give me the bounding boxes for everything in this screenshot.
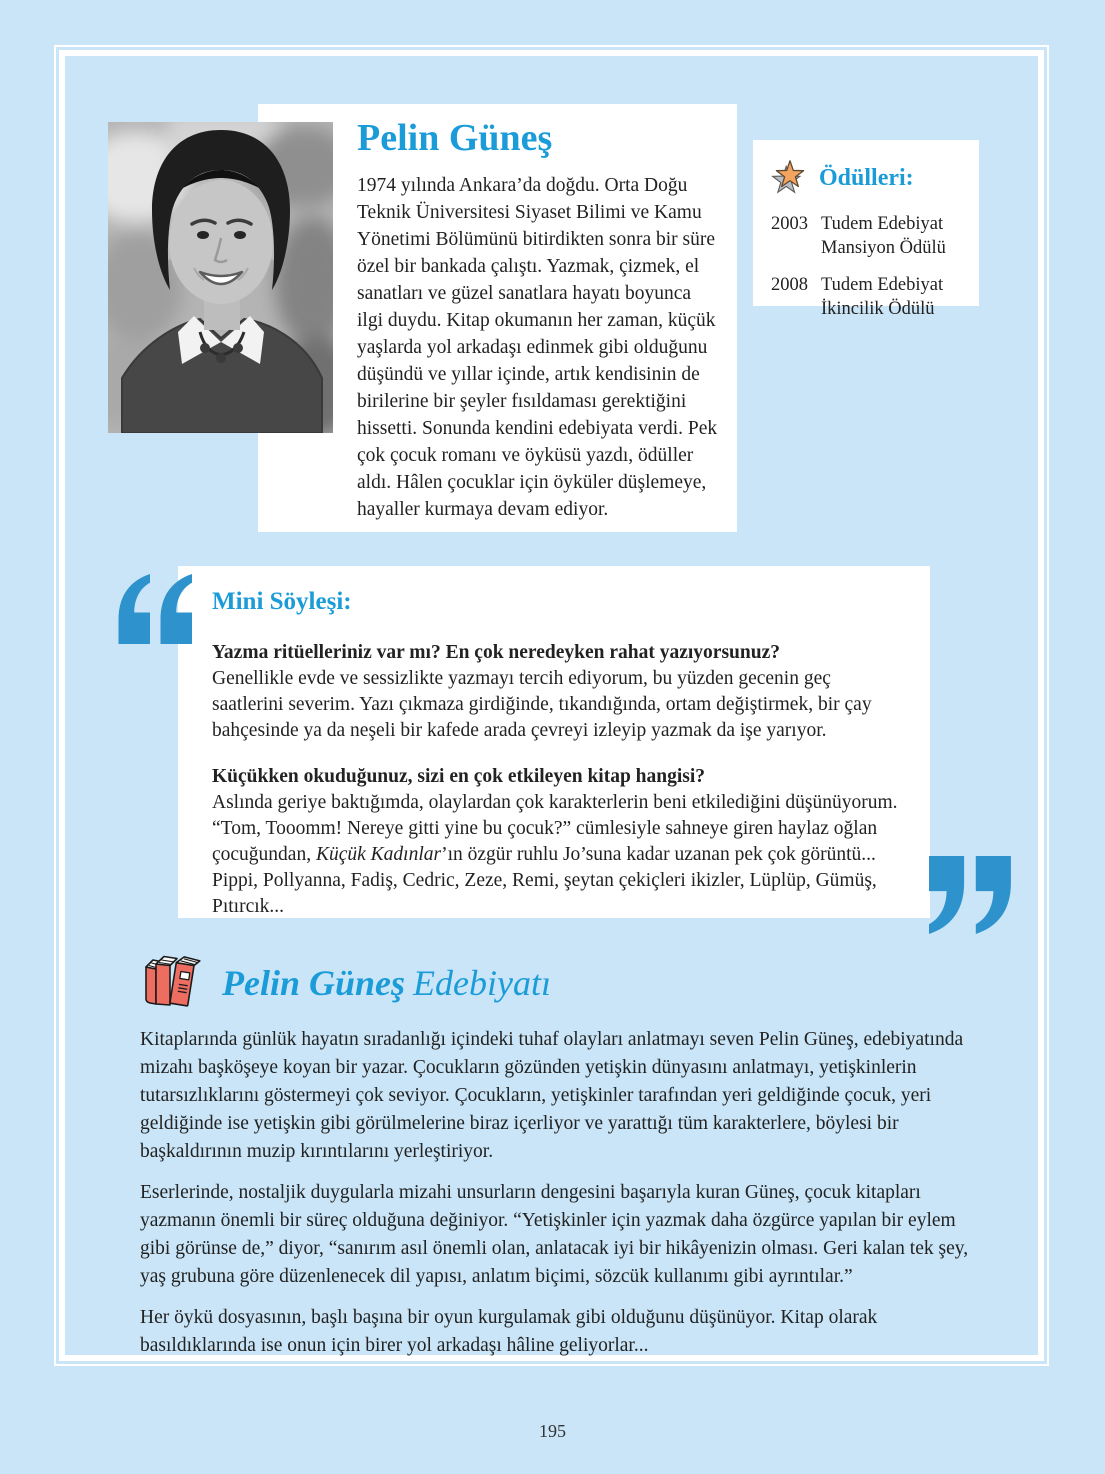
close-quote-icon — [922, 856, 1014, 934]
author-bio: 1974 yılında Ankara’da doğdu. Orta Doğu Teknik Üniversitesi Siyaset Bilimi ve Kamu Yönetimi Bölümünü bitirdikten sonra bir süre özel bir bankada çalıştı. Yazmak, çizmek, el sanatları ve güzel sanatlara hayatı boyunca ilgi duydu. Kitap okumanın her zaman, küçük yaşlarda yol arkadaşı edinmek gibi olduğunu düşündü ve yıllar içinde, artık kendisinin de birilerine bir şeyler fısıldaması gerektiğini hissetti. Sonunda kendini edebiyata verdi. Pek çok çocuk romanı ve öyküsü yazdı, ödüller aldı. Hâlen çocuklar için öyküler düşlemeye, hayaller kurmaya devam ediyor. — [357, 175, 718, 520]
award-line: Tudem Edebiyat — [821, 214, 944, 234]
award-line: İkincilik Ödülü — [821, 299, 935, 319]
author-name: Pelin Güneş — [357, 117, 553, 159]
literature-title-name: Pelin Güneş — [222, 962, 406, 1003]
books-icon — [142, 950, 204, 1015]
answer-text: Aslında geriye baktığımda, olaylardan çok karakterlerin beni etkilediğini düşünüyorum. “Tom, Tooomm! Nereye gitti yine bu çocuk?” cümlesiyle sahneye giren haylaz oğlan çocuğundan, — [212, 792, 898, 865]
portrait-illustration — [108, 122, 333, 433]
award-line: Mansiyon Ödülü — [821, 238, 946, 258]
award-year: 2003 — [771, 214, 808, 234]
answer-text: ’ın özgür ruhlu Jo’suna kadar uzanan pek çok görüntü... Pippi, Pollyanna, Fadiş, Cedric, Zeze, Remi, şeytan çekiçleri ikizler, Lüplüp, Gümüş, Pıtırcık... — [212, 844, 877, 917]
author-photo — [108, 122, 333, 433]
literature-paragraph: Eserlerinde, nostaljik duygularla mizahi unsurların dengesini başarıyla kuran Güneş, çocuk kitapları yazmanın önemli bir süreç olduğuna değiniyor. “Yetişkinler için yazmak daha özgürce yapılan bir eylem gibi görünse de,” diyor, “sanırım asıl önemli olan, anlatacak iyi bir hikâyenizin olması. Geri kalan tek şey, yaş grubuna göre düzenlenecek dil yapısı, anlatım biçimi, sözcük kullanımı gibi ayrıntılar.” — [140, 1182, 969, 1287]
book-title-italic: Küçük Kadınlar — [315, 844, 442, 865]
interview-answer: Genellikle evde ve sessizlikte yazmayı tercih ediyorum, bu yüzden gecenin geç saatlerini severim. Yazı çıkmaza girdiğinde, tıkandığında, ortam değiştirmek, bir çay bahçesinde ya da neşeli bir kafede arada çevreyi izleyip yazmak da işe yarıyor. — [212, 668, 872, 741]
interview-answer — [212, 790, 906, 920]
literature-paragraph: Her öykü dosyasının, başlı başına bir oyun kurgulamak gibi olduğunu düşünüyor. Kitap olarak basıldıklarında ise onun için birer yol arkadaşı hâline geliyorlar... — [140, 1307, 878, 1356]
awards-header — [771, 158, 965, 199]
interview-card — [178, 566, 930, 918]
award-item — [771, 212, 965, 260]
star-icon — [771, 158, 809, 199]
literature-title-word: Edebiyatı — [413, 962, 551, 1003]
awards-card — [753, 140, 979, 319]
literature-paragraph: Kitaplarında günlük hayatın sıradanlığı içindeki tuhaf olayları anlatmayı seven Pelin Güneş, edebiyatında mizahı başköşeye koyan bir yazar. Çocukların gözünden yetişkin dünyasını anlatmayı, yetişkinlerin tutarsızlıklarını göstermeyi çok seviyor. Çocukların, yetişkinler tarafından yeri geldiğinde çocuk, yeri geldiğinde ise yetişkin gibi görülmelerine biraz içerliyor ve yarattığı tüm karakterlere, böylesi bir başkaldırının muzip kırıntılarını yerleştiriyor. — [140, 1029, 964, 1162]
literature-body — [140, 1026, 974, 1373]
awards-title: Ödülleri: — [819, 165, 914, 191]
award-year: 2008 — [771, 275, 808, 295]
award-text — [821, 212, 946, 260]
interview-question: Yazma ritüelleriniz var mı? En çok neredeyken rahat yazıyorsunuz? — [212, 642, 780, 663]
award-line: Tudem Edebiyat — [821, 275, 944, 295]
interview-title: Mini Söyleşi: — [212, 588, 352, 615]
literature-title — [222, 962, 551, 1004]
literature-header — [142, 950, 551, 1015]
award-item — [771, 273, 965, 321]
page-number: 195 — [539, 1421, 566, 1441]
award-text — [821, 273, 943, 321]
open-quote-icon — [112, 574, 202, 644]
interview-question: Küçükken okuduğunuz, sizi en çok etkileyen kitap hangisi? — [212, 766, 706, 787]
